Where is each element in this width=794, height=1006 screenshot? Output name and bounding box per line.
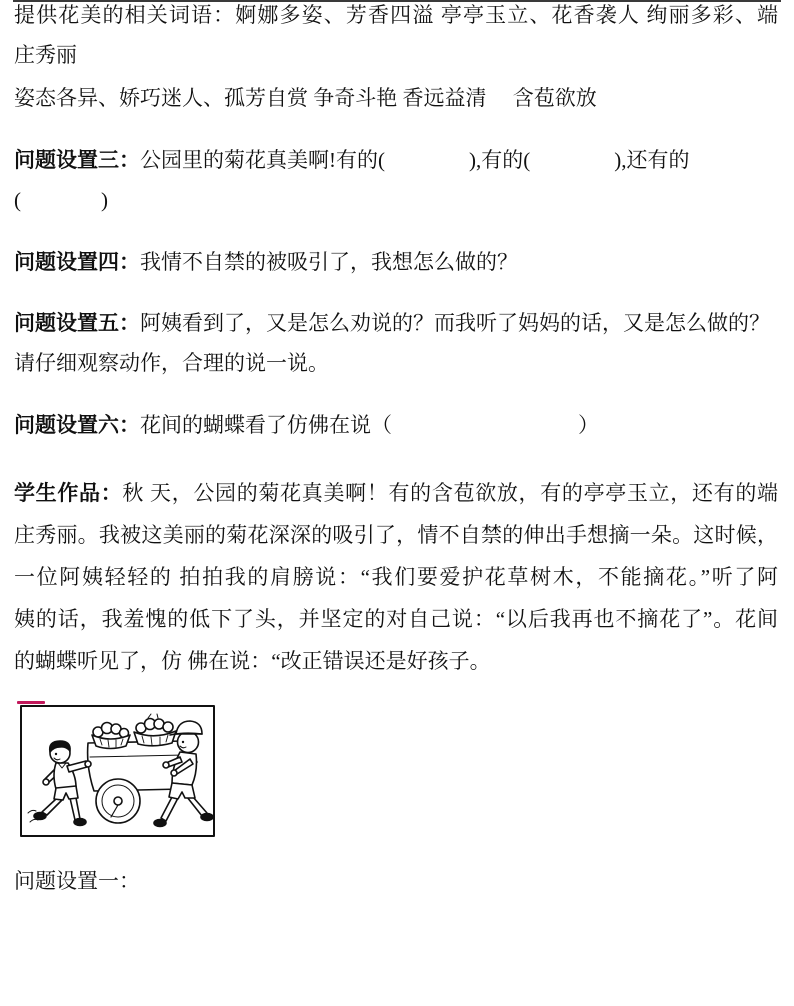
illustration-children-pushing-cart xyxy=(20,705,216,838)
answer-blank-1 xyxy=(385,166,469,167)
question-5-line-1 xyxy=(14,308,778,338)
right-child-shoe xyxy=(154,820,166,827)
answer-blank-4 xyxy=(392,431,578,432)
question-5-text: 阿姨看到了，又是怎么劝说的？而我听了妈妈的话，又是怎么做的？ xyxy=(140,311,770,335)
student-work-label: 学生作品： xyxy=(14,481,123,505)
illustration-drawing xyxy=(20,705,216,838)
student-work-line-1 xyxy=(14,478,778,508)
vocab-line-3: 姿态各异、娇巧迷人、孤芳自赏 争奇斗艳 香远益清 含苞欲放 xyxy=(14,86,597,110)
student-work-line-5: 的蝴蝶听见了，仿 佛在说：“改正错误还是好孩子。 xyxy=(14,649,491,673)
student-work-line-2: 庄秀丽。我被这美丽的菊花深深的吸引了，情不自禁的伸出手想摘一朵。这时候， xyxy=(14,523,778,547)
question-4-text: 我情不自禁的被吸引了，我想怎么做的？ xyxy=(140,250,518,274)
blank-close-paren: ) xyxy=(101,188,108,212)
question-5-line-2: 请仔细观察动作，合理的说一说。 xyxy=(14,351,329,375)
vocab-line-1: 提供花美的相关词语：婀娜多姿、芳香四溢 亭亭玉立、花香袭人 绚丽多彩、端 xyxy=(14,3,778,27)
question-3-text-part-1: 公园里的菊花真美啊!有的( xyxy=(140,148,385,172)
answer-blank-3 xyxy=(21,206,101,207)
question-1: 问题设置一： xyxy=(14,869,140,893)
answer-blank-2 xyxy=(530,166,614,167)
question-3-line-2 xyxy=(14,185,778,215)
produce-item xyxy=(163,722,173,732)
left-child-hand xyxy=(85,761,91,767)
student-work-text-1: 秋 天，公园的菊花真美啊！有的含苞欲放，有的亭亭玉立，还有的端 xyxy=(122,481,778,505)
question-3-text-part-3: ),还有的 xyxy=(614,148,690,172)
right-child-eye xyxy=(182,741,184,743)
question-3-text-part-2: ),有的( xyxy=(469,148,531,172)
right-child-hand xyxy=(171,770,177,776)
right-child-hand xyxy=(163,762,169,768)
left-child-eye xyxy=(55,753,57,755)
student-work-line-3: 一位阿姨轻轻的 拍拍我的肩膀说：“我们要爱护花草树木，不能摘花。”听了阿 xyxy=(14,565,778,589)
question-5-label: 问题设置五： xyxy=(14,311,140,335)
question-6-close-paren: ） xyxy=(578,413,599,437)
student-work-line-4: 姨的话，我羞愧的低下了头，并坚定的对自己说：“以后我再也不摘花了”。花间 xyxy=(14,607,778,631)
left-child-shoe xyxy=(34,813,46,820)
red-pen-mark xyxy=(17,701,45,704)
question-3-line-1 xyxy=(14,145,778,175)
right-child-shoe xyxy=(201,814,213,821)
blank-open-paren: ( xyxy=(14,188,21,212)
left-child-hand xyxy=(43,779,49,785)
question-6-text: 花间的蝴蝶看了仿佛在说（ xyxy=(140,413,392,437)
vocab-line-2: 庄秀丽 xyxy=(14,43,77,67)
question-6 xyxy=(14,410,778,440)
left-child-shoe xyxy=(74,819,86,826)
question-6-label: 问题设置六： xyxy=(14,413,140,437)
question-3-label: 问题设置三： xyxy=(14,148,140,172)
cart-wheel-hub xyxy=(114,797,122,805)
question-4-label: 问题设置四： xyxy=(14,250,140,274)
question-4 xyxy=(14,247,778,277)
